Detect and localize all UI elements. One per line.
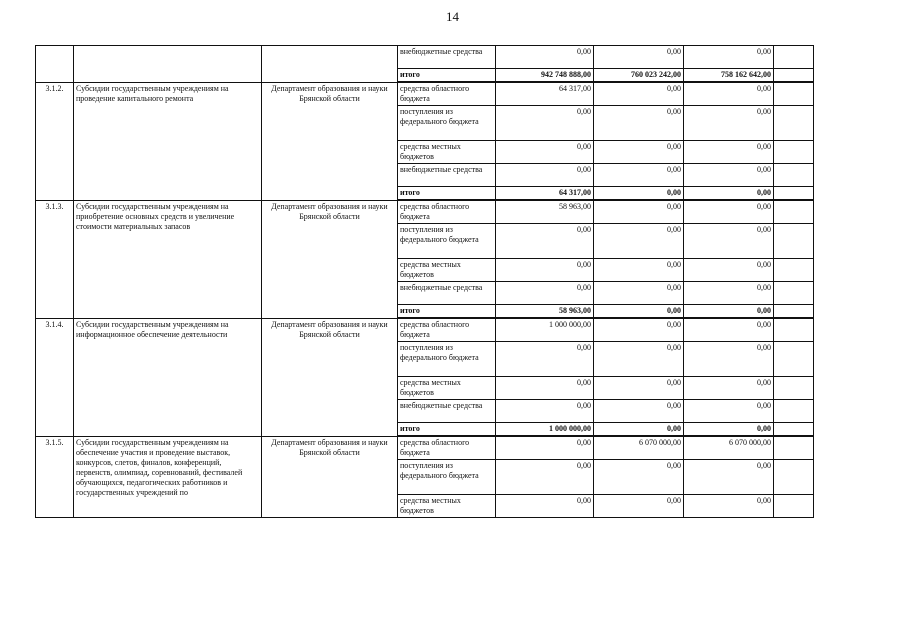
budget-table xyxy=(35,45,814,518)
source-cell: итого xyxy=(398,423,496,437)
value-cell-2: 0,00 xyxy=(594,423,684,437)
value-cell-1: 0,00 xyxy=(496,141,594,164)
value-cell-2: 0,00 xyxy=(594,224,684,259)
section-code: 3.1.3. xyxy=(36,200,74,318)
value-cell-3: 0,00 xyxy=(684,141,774,164)
empty-cell xyxy=(774,305,814,319)
value-cell-1: 0,00 xyxy=(496,377,594,400)
source-cell: средства областного бюджета xyxy=(398,82,496,106)
value-cell-3: 0,00 xyxy=(684,400,774,423)
dept-cell xyxy=(262,46,398,83)
value-cell-2: 0,00 xyxy=(594,106,684,141)
empty-cell xyxy=(774,436,814,460)
section-code: 3.1.2. xyxy=(36,82,74,200)
empty-cell xyxy=(774,46,814,69)
value-cell-2: 0,00 xyxy=(594,82,684,106)
value-cell-2: 0,00 xyxy=(594,318,684,342)
value-cell-1: 0,00 xyxy=(496,400,594,423)
source-cell: средства областного бюджета xyxy=(398,200,496,224)
empty-cell xyxy=(774,200,814,224)
value-cell-2: 0,00 xyxy=(594,495,684,518)
value-cell-3: 0,00 xyxy=(684,187,774,201)
value-cell-1: 0,00 xyxy=(496,46,594,69)
value-cell-3: 0,00 xyxy=(684,259,774,282)
empty-cell xyxy=(774,82,814,106)
table-row xyxy=(36,318,814,342)
empty-cell xyxy=(774,69,814,83)
source-cell: внебюджетные средства xyxy=(398,46,496,69)
value-cell-2: 0,00 xyxy=(594,259,684,282)
value-cell-3: 0,00 xyxy=(684,164,774,187)
empty-cell xyxy=(774,224,814,259)
source-cell: средства областного бюджета xyxy=(398,318,496,342)
section-name: Субсидии государственным учреждениям на обеспечение участия и проведение выставок, конкурсов, слетов, финалов, конференций, первенств, олимпиад, соревнований, фестивалей обучающихся, педагогических работников и государственных учреждений по xyxy=(74,436,262,518)
value-cell-3: 6 070 000,00 xyxy=(684,436,774,460)
section-code: 3.1.4. xyxy=(36,318,74,436)
value-cell-1: 64 317,00 xyxy=(496,82,594,106)
value-cell-2: 0,00 xyxy=(594,200,684,224)
value-cell-3: 0,00 xyxy=(684,305,774,319)
section-dept: Департамент образования и науки Брянской области xyxy=(262,318,398,436)
section-dept: Департамент образования и науки Брянской области xyxy=(262,436,398,518)
source-cell: поступления из федерального бюджета xyxy=(398,342,496,377)
value-cell-1: 942 748 888,00 xyxy=(496,69,594,83)
value-cell-3: 0,00 xyxy=(684,282,774,305)
value-cell-3: 0,00 xyxy=(684,342,774,377)
value-cell-1: 0,00 xyxy=(496,282,594,305)
empty-cell xyxy=(774,342,814,377)
value-cell-1: 64 317,00 xyxy=(496,187,594,201)
empty-cell xyxy=(774,187,814,201)
source-cell: средства областного бюджета xyxy=(398,436,496,460)
source-cell: средства местных бюджетов xyxy=(398,259,496,282)
value-cell-2: 0,00 xyxy=(594,342,684,377)
table-row xyxy=(36,200,814,224)
name-cell xyxy=(74,46,262,83)
value-cell-1: 58 963,00 xyxy=(496,200,594,224)
value-cell-1: 0,00 xyxy=(496,224,594,259)
value-cell-2: 0,00 xyxy=(594,187,684,201)
empty-cell xyxy=(774,106,814,141)
empty-cell xyxy=(774,141,814,164)
value-cell-3: 0,00 xyxy=(684,495,774,518)
value-cell-2: 0,00 xyxy=(594,164,684,187)
value-cell-1: 0,00 xyxy=(496,436,594,460)
empty-cell xyxy=(774,282,814,305)
empty-cell xyxy=(774,164,814,187)
table-row xyxy=(36,46,814,69)
value-cell-1: 58 963,00 xyxy=(496,305,594,319)
value-cell-3: 0,00 xyxy=(684,82,774,106)
source-cell: внебюджетные средства xyxy=(398,164,496,187)
source-cell: поступления из федерального бюджета xyxy=(398,460,496,495)
value-cell-1: 0,00 xyxy=(496,460,594,495)
source-cell: поступления из федерального бюджета xyxy=(398,224,496,259)
value-cell-1: 0,00 xyxy=(496,342,594,377)
value-cell-2: 760 023 242,00 xyxy=(594,69,684,83)
value-cell-1: 1 000 000,00 xyxy=(496,423,594,437)
source-cell: средства местных бюджетов xyxy=(398,141,496,164)
empty-cell xyxy=(774,495,814,518)
source-cell: средства местных бюджетов xyxy=(398,377,496,400)
value-cell-2: 0,00 xyxy=(594,46,684,69)
value-cell-2: 0,00 xyxy=(594,282,684,305)
empty-cell xyxy=(774,423,814,437)
section-dept: Департамент образования и науки Брянской области xyxy=(262,82,398,200)
source-cell: итого xyxy=(398,69,496,83)
value-cell-3: 0,00 xyxy=(684,318,774,342)
value-cell-2: 6 070 000,00 xyxy=(594,436,684,460)
value-cell-2: 0,00 xyxy=(594,305,684,319)
value-cell-3: 0,00 xyxy=(684,377,774,400)
page-number: 14 xyxy=(446,9,459,24)
value-cell-3: 758 162 642,00 xyxy=(684,69,774,83)
section-name: Субсидии государственным учреждениям на проведение капитального ремонта xyxy=(74,82,262,200)
empty-cell xyxy=(774,259,814,282)
value-cell-3: 0,00 xyxy=(684,106,774,141)
value-cell-1: 0,00 xyxy=(496,106,594,141)
value-cell-1: 0,00 xyxy=(496,495,594,518)
value-cell-2: 0,00 xyxy=(594,377,684,400)
empty-cell xyxy=(774,377,814,400)
value-cell-3: 0,00 xyxy=(684,200,774,224)
section-name: Субсидии государственным учреждениям на приобретение основных средств и увеличение стоимости материальных запасов xyxy=(74,200,262,318)
table-row xyxy=(36,436,814,460)
source-cell: итого xyxy=(398,305,496,319)
source-cell: внебюджетные средства xyxy=(398,282,496,305)
empty-cell xyxy=(774,460,814,495)
value-cell-2: 0,00 xyxy=(594,400,684,423)
empty-cell xyxy=(774,400,814,423)
value-cell-1: 1 000 000,00 xyxy=(496,318,594,342)
value-cell-1: 0,00 xyxy=(496,259,594,282)
source-cell: поступления из федерального бюджета xyxy=(398,106,496,141)
source-cell: средства местных бюджетов xyxy=(398,495,496,518)
source-cell: итого xyxy=(398,187,496,201)
section-name: Субсидии государственным учреждениям на информационное обеспечение деятельности xyxy=(74,318,262,436)
value-cell-3: 0,00 xyxy=(684,46,774,69)
value-cell-2: 0,00 xyxy=(594,460,684,495)
value-cell-1: 0,00 xyxy=(496,164,594,187)
code-cell xyxy=(36,46,74,83)
value-cell-3: 0,00 xyxy=(684,460,774,495)
section-code: 3.1.5. xyxy=(36,436,74,518)
value-cell-3: 0,00 xyxy=(684,224,774,259)
section-dept: Департамент образования и науки Брянской области xyxy=(262,200,398,318)
value-cell-3: 0,00 xyxy=(684,423,774,437)
empty-cell xyxy=(774,318,814,342)
value-cell-2: 0,00 xyxy=(594,141,684,164)
table-row xyxy=(36,82,814,106)
source-cell: внебюджетные средства xyxy=(398,400,496,423)
